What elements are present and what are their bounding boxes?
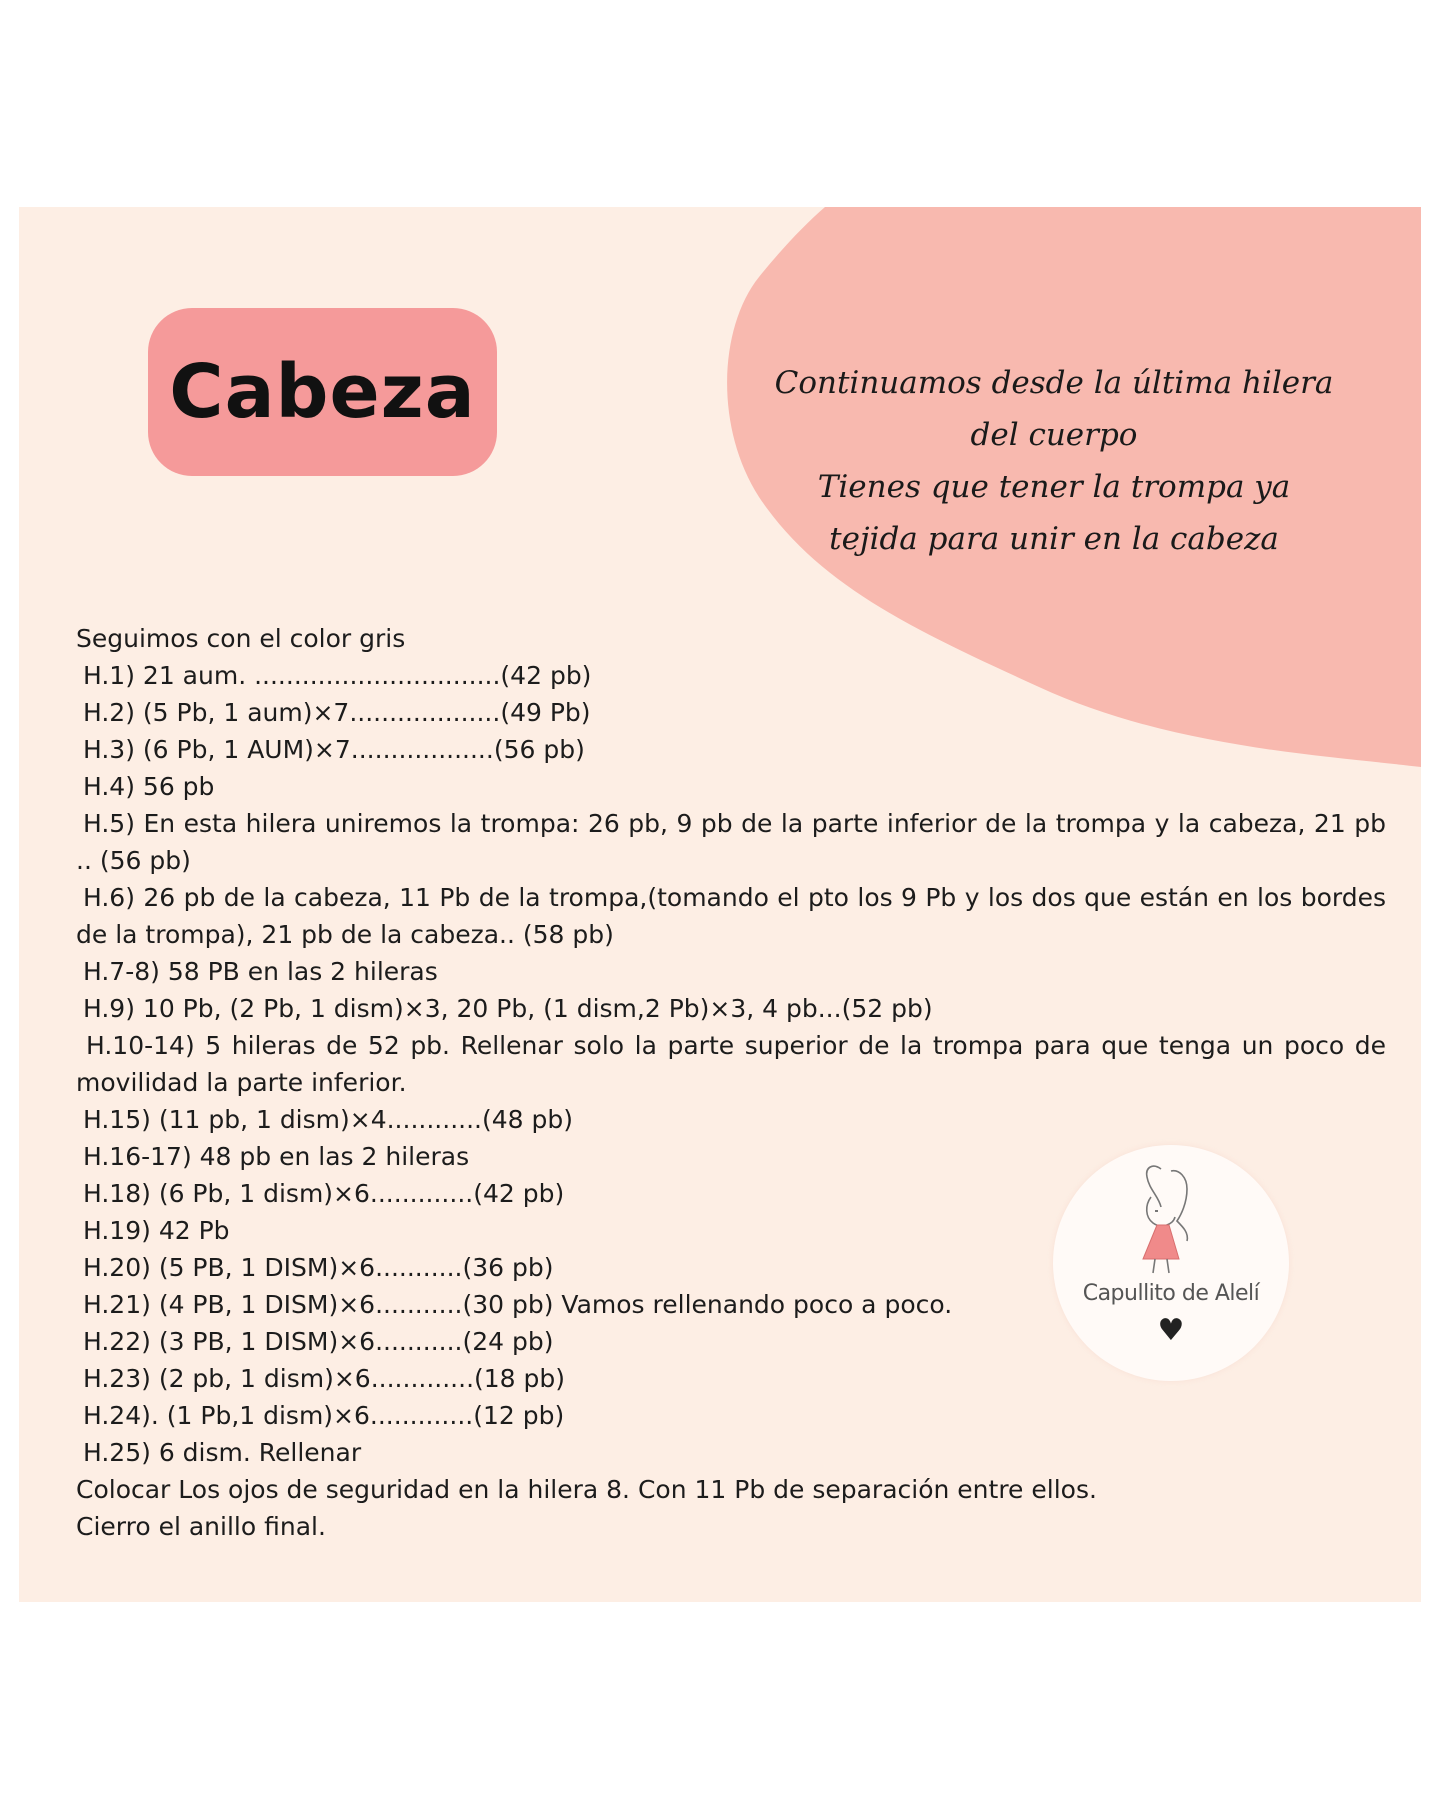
brand-name: Capullito de Alelí (1082, 1281, 1260, 1306)
intro-line: Tienes que tener la trompa ya (817, 469, 1291, 505)
instruction-row: H.1) 21 aum. ...............................(42 pb) (83, 661, 592, 690)
instruction-row: H.23) (2 pb, 1 dism)×6.............(18 pb) (83, 1364, 566, 1393)
instruction-note: Colocar Los ojos de seguridad en la hilera 8. Con 11 Pb de separación entre ellos. (76, 1475, 1097, 1504)
instruction-row: H.3) (6 Pb, 1 AUM)×7..................(56 pb) (83, 735, 585, 764)
instruction-row: H.6) 26 pb de la cabeza, 11 Pb de la trompa,(tomando el pto los 9 Pb y los dos que están en los bordes de la trompa), 21 pb de la cabeza.. (58 pb) (76, 883, 1386, 949)
title-badge (148, 308, 497, 476)
instruction-row: H.24). (1 Pb,1 dism)×6.............(12 pb) (83, 1401, 565, 1430)
instruction-row: H.4) 56 pb (83, 772, 215, 801)
brand-logo (1053, 1145, 1289, 1381)
intro-line: Continuamos desde la última hilera (774, 365, 1334, 401)
instructions-list (76, 620, 1386, 1545)
instruction-row: H.16-17) 48 pb en las 2 hileras (83, 1142, 470, 1171)
instruction-row: H.10-14) 5 hileras de 52 pb. Rellenar solo la parte superior de la trompa para que tenga un poco de movilidad la parte inferior. (76, 1031, 1386, 1097)
intro-note (754, 357, 1354, 565)
intro-line: del cuerpo (970, 417, 1138, 453)
instruction-row: H.7-8) 58 PB en las 2 hileras (83, 957, 438, 986)
instruction-row: H.20) (5 PB, 1 DISM)×6...........(36 pb) (83, 1253, 554, 1282)
bunny-icon (1131, 1163, 1211, 1279)
instruction-row: H.25) 6 dism. Rellenar (83, 1438, 362, 1467)
instruction-row: H.21) (4 PB, 1 DISM)×6...........(30 pb) Vamos rellenando poco a poco. (83, 1290, 953, 1319)
instruction-row: H.9) 10 Pb, (2 Pb, 1 dism)×3, 20 Pb, (1 dism,2 Pb)×3, 4 pb...(52 pb) (83, 994, 933, 1023)
intro-line: tejida para unir en la cabeza (829, 521, 1279, 557)
instruction-row: H.5) En esta hilera uniremos la trompa: 26 pb, 9 pb de la parte inferior de la trompa y la cabeza, 21 pb .. (56 pb) (76, 809, 1386, 875)
instruction-row: H.15) (11 pb, 1 dism)×4............(48 pb) (83, 1105, 573, 1134)
instruction-row: H.19) 42 Pb (83, 1216, 230, 1245)
instruction-row: H.2) (5 Pb, 1 aum)×7...................(49 Pb) (83, 698, 591, 727)
instruction-row: H.18) (6 Pb, 1 dism)×6.............(42 pb) (83, 1179, 565, 1208)
instruction-row: H.22) (3 PB, 1 DISM)×6...........(24 pb) (83, 1327, 554, 1356)
instruction-intro: Seguimos con el color gris (76, 624, 406, 653)
page-title: Cabeza (169, 349, 476, 435)
pattern-card (19, 207, 1421, 1602)
instruction-note: Cierro el anillo final. (76, 1512, 326, 1541)
heart-icon: ♥ (1157, 1313, 1185, 1348)
